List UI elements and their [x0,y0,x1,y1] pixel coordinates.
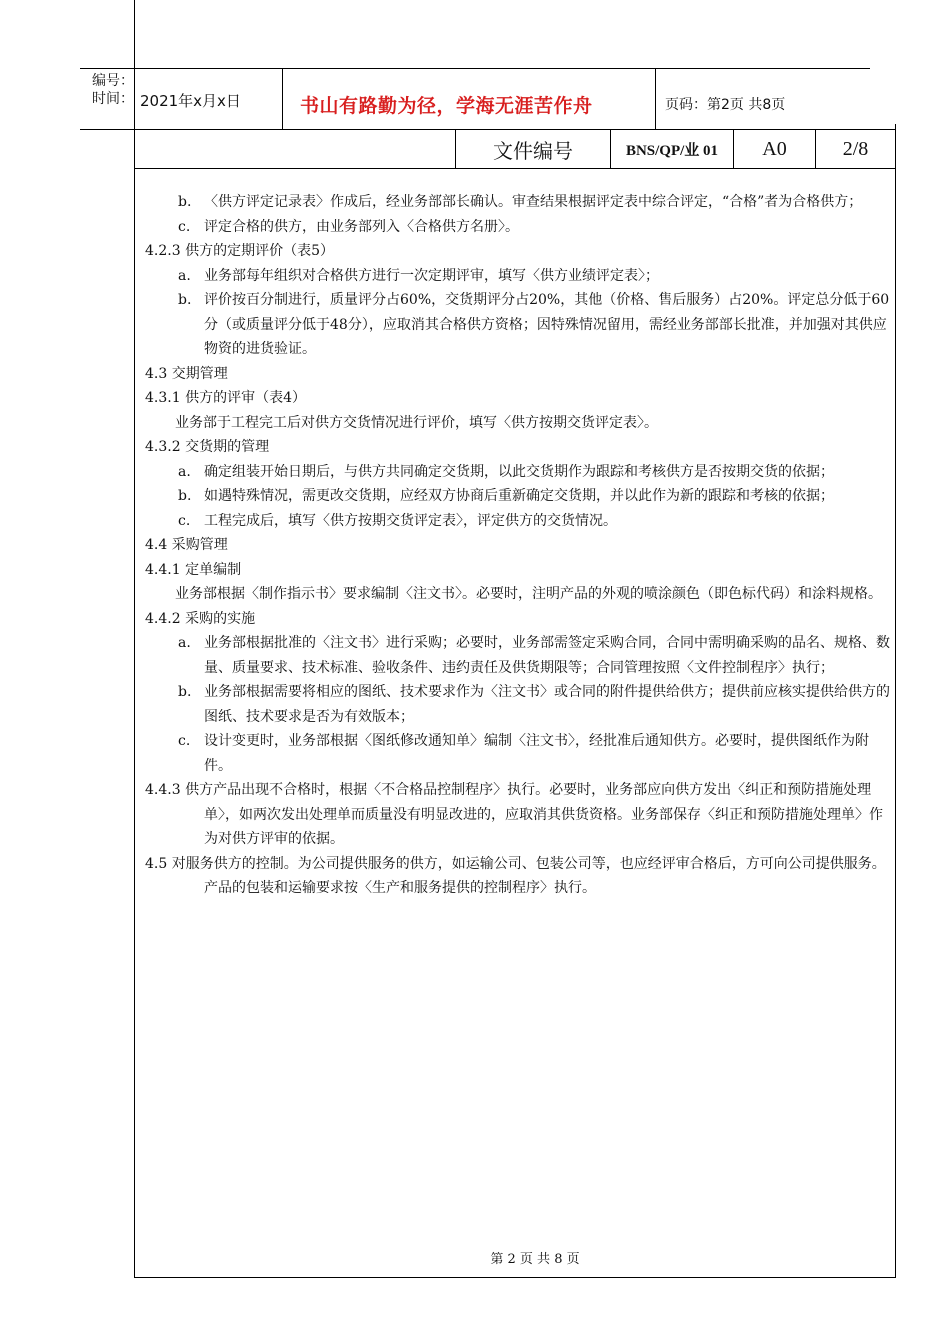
list-item [145,631,893,680]
list-marker: c. [178,512,191,529]
list-item [145,509,893,534]
docbar-label: 文件编号 [493,138,573,163]
document-body [145,190,893,901]
header-divider-2 [655,68,656,130]
frame-bottom [134,1277,896,1278]
list-item-text: 设计变更时，业务部根据〈图纸修改通知单〉编制〈注文书〉，经批准后通知供方。必要时，提供图纸作为附件。 [204,733,869,774]
list-item [145,484,893,509]
list-item-text: 业务部根据批准的〈注文书〉进行采购；必要时，业务部需签定采购合同，合同中需明确采购的品名、规格、数量、质量要求、技术标准、验收条件、违约责任及供货期限等；合同管理按照〈文件控制程序〉执行； [204,635,890,676]
page-footer: 第 2 页 共 8 页 [490,1252,580,1267]
section-heading: 4.2.3 供方的定期评价（表5） [145,243,334,259]
list-item [145,190,893,215]
list-marker: c. [178,218,191,235]
list-marker: b. [178,684,192,700]
list-item-text: 评定合格的供方，由业务部列入〈合格供方名册〉。 [204,218,519,235]
frame-right [895,124,896,1278]
list-item-text: 〈供方评定记录表〉作成后，经业务部部长确认。审查结果根据评定表中综合评定，“合格”者为合格供方； [204,194,863,210]
list-item-text: 如遇特殊情况，需更改交货期，应经双方协商后重新确定交货期，并以此作为新的跟踪和考核的依据； [204,488,834,504]
list-item-text: 评价按百分制进行，质量评分占60%，交货期评分占20%，其他（价格、售后服务）占20%。评定总分低于60分（或质量评分低于48分），应取消其合格供方资格；因特殊情况留用，需经业务部部长批准，并加强对其供应物资的进货验证。 [204,292,890,357]
list-item-text: 业务部根据需要将相应的图纸、技术要求作为〈注文书〉或合同的附件提供给供方；提供前应核实提供给供方的图纸、技术要求是否为有效版本； [204,684,890,725]
list-marker: c. [178,733,191,749]
list-marker: a. [178,463,191,480]
docbar-bottom [134,168,896,169]
section-heading: 4.4 采购管理 [145,537,228,553]
header-divider-1 [282,68,283,130]
header-motto: 书山有路勤为径，学海无涯苦作舟 [300,95,593,117]
docbar-code: BNS/QP/业 01 [625,142,719,159]
header-date: 2021年x月x日 [140,92,241,110]
docbar-version: A0 [762,137,787,160]
list-item [145,680,893,729]
section-heading: 4.4.1 定单编制 [145,561,242,578]
section-heading: 4.3 交期管理 [145,365,228,382]
list-item [145,215,893,240]
frame-left [134,136,135,1278]
header-page-info: 页码：第2页 共8页 [665,97,786,113]
list-marker: b. [178,488,192,504]
list-item-text: 确定组装开始日期后，与供方共同确定交货期，以此交货期作为跟踪和考核供方是否按期交货的依据； [204,463,834,480]
list-marker: a. [178,267,191,284]
docbar-page: 2/8 [842,137,869,160]
time-label: 时间： [92,91,134,107]
header-top-rule [80,68,870,69]
list-marker: a. [178,635,191,651]
list-item-text: 业务部每年组织对合格供方进行一次定期评审，填写〈供方业绩评定表〉； [204,267,659,284]
section-heading: 4.4.2 采购的实施 [145,610,256,627]
body-paragraph: 业务部根据〈制作指示书〉要求编制〈注文书〉。必要时，注明产品的外观的喷涂颜色（即色标代码）和涂料规格。 [175,586,882,602]
number-label: 编号： [92,73,134,89]
list-item-text: 工程完成后，填写〈供方按期交货评定表〉，评定供方的交货情况。 [204,512,617,529]
list-item [145,729,893,778]
list-item [145,288,893,362]
section-paragraph: 4.4.3 供方产品出现不合格时，根据〈不合格品控制程序〉执行。必要时，业务部应向供方发出〈纠正和预防措施处理单〉，如两次发出处理单而质量没有明显改进的，应取消其供货资格。业务部保存〈纠正和预防措施处理单〉作为对供方评审的依据。 [145,782,883,847]
list-item [145,460,893,485]
section-paragraph: 4.5 对服务供方的控制。为公司提供服务的供方，如运输公司、包装公司等，也应经评审合格后，方可向公司提供服务。产品的包装和运输要求按〈生产和服务提供的控制程序〉执行。 [145,855,886,896]
section-heading: 4.3.2 交货期的管理 [145,439,270,455]
list-marker: b. [178,292,192,308]
body-paragraph: 业务部于工程完工后对供方交货情况进行评价，填写〈供方按期交货评定表〉。 [175,414,658,431]
section-heading: 4.3.1 供方的评审（表4） [145,390,306,406]
list-item [145,264,893,289]
list-marker: b. [178,194,192,210]
